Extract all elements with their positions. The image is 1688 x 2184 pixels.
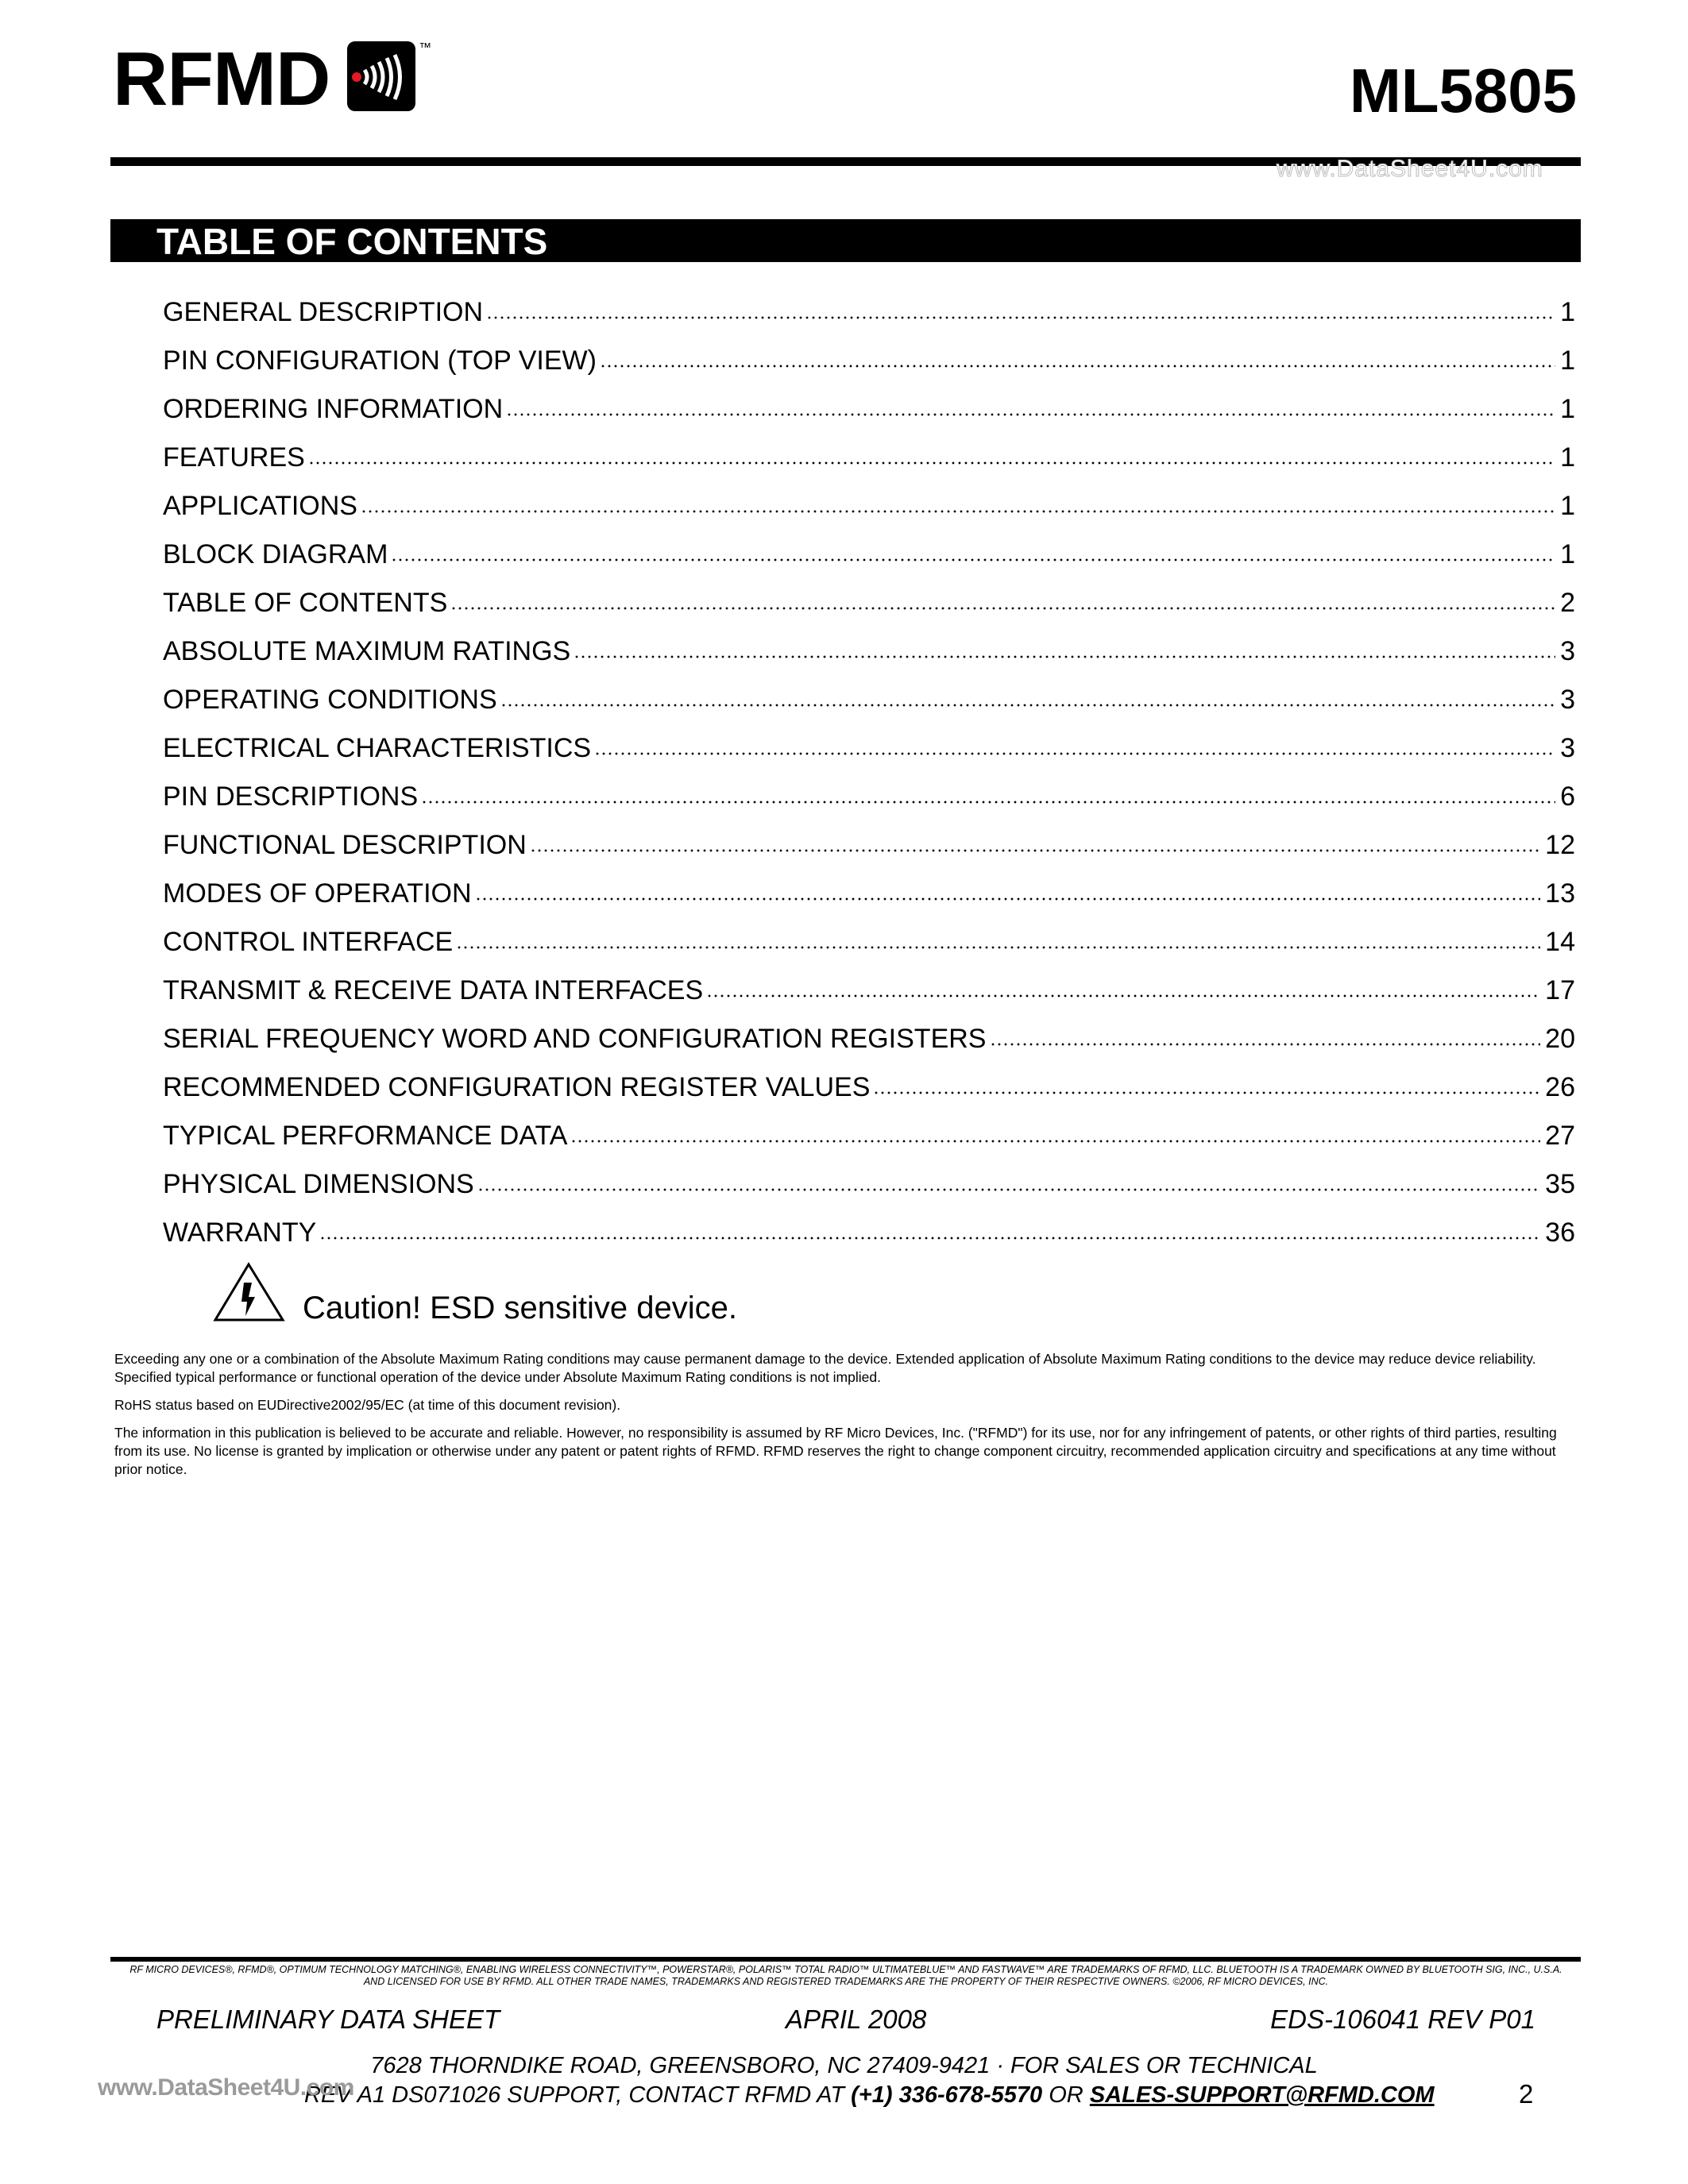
toc-entry-page: 1 xyxy=(1560,394,1575,424)
toc-entry[interactable] xyxy=(163,730,1575,778)
rfmd-logo xyxy=(113,37,432,122)
support-email-link[interactable]: SALES-SUPPORT@RFMD.COM xyxy=(1089,2082,1435,2108)
support-text: REV A1 DS071026 SUPPORT, CONTACT RFMD AT xyxy=(304,2082,852,2108)
dot-leader xyxy=(706,994,1540,997)
dot-leader xyxy=(450,607,1555,610)
document-date: APRIL 2008 xyxy=(786,2005,927,2034)
toc-entry-label: BLOCK DIAGRAM xyxy=(163,539,388,569)
toc-entry-page: 3 xyxy=(1560,636,1575,666)
toc-entry[interactable] xyxy=(163,972,1575,1021)
footer-divider xyxy=(110,1957,1581,1962)
rf-wave-icon xyxy=(347,41,415,111)
toc-entry-label: CONTROL INTERFACE xyxy=(163,927,454,957)
toc-entry-label: SERIAL FREQUENCY WORD AND CONFIGURATION REGISTERS xyxy=(163,1024,987,1054)
toc-entry-label: ELECTRICAL CHARACTERISTICS xyxy=(163,733,592,763)
table-of-contents xyxy=(163,294,1575,1263)
toc-entry[interactable] xyxy=(163,294,1575,342)
toc-entry-page: 1 xyxy=(1560,539,1575,569)
toc-entry[interactable] xyxy=(163,1214,1575,1263)
company-address: 7628 THORNDIKE ROAD, GREENSBORO, NC 27409-9421 · FOR SALES OR TECHNICAL xyxy=(370,2053,1318,2078)
toc-entry-page: 2 xyxy=(1560,588,1575,618)
toc-entry-label: PHYSICAL DIMENSIONS xyxy=(163,1169,474,1199)
absolute-max-note: Exceeding any one or a combination of the Absolute Maximum Rating conditions may cause permanent damage to the device. Extended application of Absolute Maximum Rating conditions to the device may reduce device reliability. Specified typical performance or functional operation of the device under Absolute Maximum Rating conditions is not implied. xyxy=(114,1351,1536,1385)
section-title: TABLE OF CONTENTS xyxy=(156,221,548,262)
toc-entry-label: PIN CONFIGURATION (TOP VIEW) xyxy=(163,345,597,376)
toc-entry-page: 17 xyxy=(1545,975,1575,1005)
toc-entry-page: 1 xyxy=(1560,442,1575,473)
dot-leader xyxy=(308,461,1555,465)
dot-leader xyxy=(475,897,1541,901)
esd-caution-text: Caution! ESD sensitive device. xyxy=(303,1291,737,1325)
dot-leader xyxy=(319,1237,1540,1240)
toc-entry[interactable] xyxy=(163,827,1575,875)
toc-entry-page: 1 xyxy=(1560,345,1575,376)
toc-entry[interactable] xyxy=(163,778,1575,827)
toc-entry[interactable] xyxy=(163,1117,1575,1166)
toc-entry[interactable] xyxy=(163,488,1575,536)
dot-leader xyxy=(477,1188,1540,1191)
toc-entry-page: 13 xyxy=(1545,878,1575,909)
toc-entry-label: TYPICAL PERFORMANCE DATA xyxy=(163,1121,568,1151)
disclaimer-note: The information in this publication is believed to be accurate and reliable. However, no responsibility is assumed by RF Micro Devices, Inc. ("RFMD") for its use, nor for any infringement of patents, or other rights of third parties, resulting from its use. No license is granted by implication or otherwise under any patent or patent rights of RFMD. RFMD reserves the right to change component circuitry, recommended application circuitry and specifications at any time without prior notice. xyxy=(114,1425,1557,1477)
toc-entry[interactable] xyxy=(163,585,1575,633)
dot-leader xyxy=(600,365,1555,368)
dot-leader xyxy=(486,316,1555,319)
page-number: 2 xyxy=(1519,2079,1534,2109)
dot-leader xyxy=(570,1140,1540,1143)
toc-entry[interactable] xyxy=(163,633,1575,681)
toc-entry-label: APPLICATIONS xyxy=(163,491,357,521)
toc-entry[interactable] xyxy=(163,875,1575,924)
dot-leader xyxy=(574,655,1555,658)
toc-entry-page: 27 xyxy=(1545,1121,1575,1151)
support-phone: (+1) 336-678-5570 xyxy=(851,2082,1043,2108)
toc-entry[interactable] xyxy=(163,1166,1575,1214)
toc-entry-page: 26 xyxy=(1545,1072,1575,1102)
toc-entry[interactable] xyxy=(163,536,1575,585)
toc-entry-label: FEATURES xyxy=(163,442,305,473)
toc-entry-label: PIN DESCRIPTIONS xyxy=(163,781,419,812)
toc-entry-page: 3 xyxy=(1560,685,1575,715)
toc-entry[interactable] xyxy=(163,1021,1575,1069)
toc-entry-label: ABSOLUTE MAXIMUM RATINGS xyxy=(163,636,571,666)
trademark-symbol: ™ xyxy=(419,41,432,55)
document-number: EDS-106041 REV P01 xyxy=(1270,2005,1535,2034)
watermark-bottom: www.DataSheet4U.com xyxy=(98,2074,354,2101)
esd-warning-icon xyxy=(212,1262,286,1322)
dot-leader xyxy=(391,558,1555,561)
dot-leader xyxy=(500,704,1555,707)
dot-leader xyxy=(990,1043,1541,1046)
toc-entry-label: TABLE OF CONTENTS xyxy=(163,588,448,618)
toc-entry-label: RECOMMENDED CONFIGURATION REGISTER VALUES xyxy=(163,1072,871,1102)
dot-leader xyxy=(594,752,1555,755)
document-type: PRELIMINARY DATA SHEET xyxy=(156,2005,500,2034)
dot-leader xyxy=(873,1091,1540,1094)
toc-entry-label: WARRANTY xyxy=(163,1217,317,1248)
dot-leader xyxy=(530,849,1540,852)
toc-entry-label: OPERATING CONDITIONS xyxy=(163,685,497,715)
part-number: ML5805 xyxy=(1349,56,1577,125)
toc-entry-label: MODES OF OPERATION xyxy=(163,878,472,909)
watermark-top: www.DataSheet4U.com xyxy=(1277,156,1543,182)
toc-entry-page: 1 xyxy=(1560,491,1575,521)
toc-entry-page: 6 xyxy=(1560,781,1575,812)
support-contact xyxy=(304,2080,1435,2110)
toc-entry-page: 1 xyxy=(1560,297,1575,327)
toc-entry-label: TRANSMIT & RECEIVE DATA INTERFACES xyxy=(163,975,704,1005)
logo-text: RFMD xyxy=(113,37,330,122)
dot-leader xyxy=(421,801,1555,804)
toc-entry[interactable] xyxy=(163,391,1575,439)
toc-entry-label: GENERAL DESCRIPTION xyxy=(163,297,484,327)
rohs-note: RoHS status based on EUDirective2002/95/EC (at time of this document revision). xyxy=(114,1397,621,1413)
toc-entry[interactable] xyxy=(163,1069,1575,1117)
toc-entry-page: 12 xyxy=(1545,830,1575,860)
toc-entry[interactable] xyxy=(163,439,1575,488)
toc-entry-page: 35 xyxy=(1545,1169,1575,1199)
dot-leader xyxy=(361,510,1555,513)
legal-notes xyxy=(114,1350,1584,1488)
toc-entry-page: 14 xyxy=(1545,927,1575,957)
toc-entry-page: 20 xyxy=(1545,1024,1575,1054)
dot-leader xyxy=(456,946,1540,949)
dot-leader xyxy=(506,413,1555,416)
toc-entry[interactable] xyxy=(163,342,1575,391)
toc-entry[interactable] xyxy=(163,924,1575,972)
toc-entry-page: 3 xyxy=(1560,733,1575,763)
toc-entry-page: 36 xyxy=(1545,1217,1575,1248)
or-text: OR xyxy=(1042,2082,1090,2108)
toc-entry-label: FUNCTIONAL DESCRIPTION xyxy=(163,830,527,860)
toc-entry[interactable] xyxy=(163,681,1575,730)
toc-entry-label: ORDERING INFORMATION xyxy=(163,394,504,424)
trademark-notice: RF MICRO DEVICES®, RFMD®, OPTIMUM TECHNOLOGY MATCHING®, ENABLING WIRELESS CONNECTIVITY™, POWERSTAR®, POLARIS™ TOTAL RADIO™ ULTIMATEBLUE™ AND FASTWAVE™ ARE TRADEMARKS OF RFMD, LLC. BLUETOOTH IS A TRADEMARK OWNED BY BLUETOOTH SIG, INC., U.S.A. AND LICENSED FOR USE BY RFMD. ALL OTHER TRADE NAMES, TRADEMARKS AND REGISTERED TRADEMARKS ARE THE PROPERTY OF THEIR RESPECTIVE OWNERS. ©2006, RF MICRO DEVICES, INC. xyxy=(129,1964,1562,1987)
